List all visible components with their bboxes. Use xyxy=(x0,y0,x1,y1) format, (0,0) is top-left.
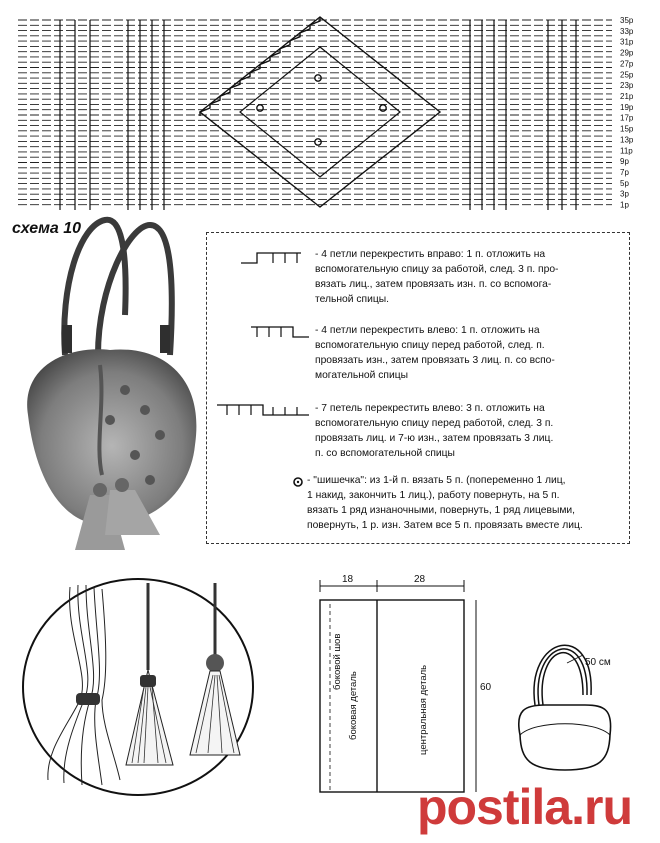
symbol-cross-right-4 xyxy=(237,251,317,265)
bobble-icon xyxy=(257,105,263,111)
row-label: 25р xyxy=(620,70,634,80)
width-center-label: 28 xyxy=(414,574,426,585)
scheme-title: схема 10 xyxy=(12,220,82,237)
bobble-icon xyxy=(291,475,305,489)
legend-box xyxy=(206,232,630,544)
row-label: 27р xyxy=(620,59,634,69)
row-label: 23р xyxy=(620,81,634,91)
width-side-label: 18 xyxy=(342,574,354,585)
row-label: 11р xyxy=(620,146,633,156)
bobble-icon xyxy=(315,139,321,145)
row-label: 7р xyxy=(620,168,629,177)
row-label: 21р xyxy=(620,92,634,101)
side-part-label: боковая деталь xyxy=(348,671,359,740)
symbol-cross-left-7 xyxy=(213,403,313,417)
row-label: 15р xyxy=(620,124,634,134)
symbol-cross-left-4 xyxy=(247,325,317,339)
bobble-icon xyxy=(380,105,386,111)
legend-bobble: - "шишечка": из 1-й п. вязать 5 п. (попеременно 1 лиц, 1 накид, закончить 1 лиц.), работу повернуть, на 5 п. вязать 1 ряд изнаночными, повернуть, 1 ряд лицевыми, повернуть, 1 р. изн. Затем все 5 п. провязать вместе лиц. xyxy=(307,475,583,531)
bag-photo xyxy=(10,205,205,575)
legend-cross-left-4: - 4 петли перекрестить влево: 1 п. отложить на вспомогательную спицу перед работой, след. п. провязать изн., затем провязать 3 лиц. п. со вспо- могательной спицы xyxy=(315,325,555,381)
row-label: 3р xyxy=(620,189,629,199)
row-label: 17р xyxy=(620,113,634,123)
chart-stitch-lines xyxy=(18,20,612,210)
row-label: 29р xyxy=(620,48,634,58)
row-label: 35р xyxy=(620,16,634,25)
row-label: 31р xyxy=(620,37,634,47)
legend-cross-left-7: - 7 петель перекрестить влево: 3 п. отложить на вспомогательную спицу перед работой, след. 3 п. провязать лиц. и 7-ю изн., затем провязать 3 лиц. п. со вспомогательной спицы xyxy=(315,403,554,459)
row-label: 1р xyxy=(620,200,629,210)
height-label: 60 xyxy=(480,682,492,693)
seam-label: боковой шов xyxy=(332,633,343,690)
center-part-label: центральная деталь xyxy=(418,664,429,755)
row-label: 13р xyxy=(620,135,634,145)
handle-length-label: 50 см xyxy=(585,657,611,668)
row-label: 9р xyxy=(620,157,629,167)
legend-cross-right-4: - 4 петли перекрестить вправо: 1 п. отложить на вспомогательную спицу за работой, след. 3 п. про- вязать лиц., затем провязать изн. п. со вспомога- тельной спицы. xyxy=(315,249,559,305)
tassels-illustration xyxy=(18,575,288,805)
row-label: 5р xyxy=(620,178,629,188)
bag-sketch xyxy=(505,635,655,775)
row-label: 19р xyxy=(620,102,634,112)
row-labels xyxy=(620,16,634,210)
row-label: 33р xyxy=(620,26,634,36)
knitting-chart xyxy=(0,0,660,215)
pattern-diagram xyxy=(300,570,500,795)
watermark: postila.ru xyxy=(416,779,632,835)
